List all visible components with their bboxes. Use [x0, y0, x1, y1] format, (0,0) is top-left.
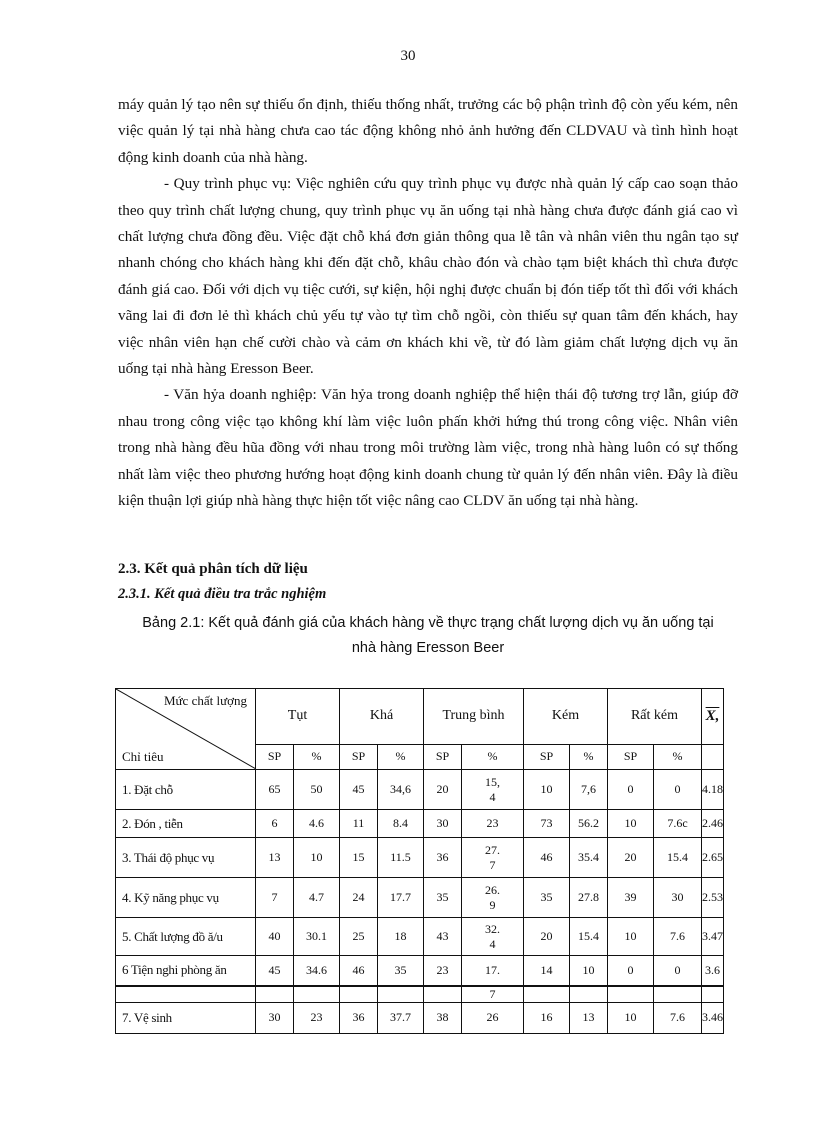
table-cell: 30 [256, 1002, 294, 1033]
row-label: 4. Kỹ năng phục vụ [116, 878, 256, 918]
section-heading: 2.3. Kết quả phân tích dữ liệu [118, 561, 308, 577]
table-cell [570, 986, 608, 1003]
cell-part: 15, [485, 774, 500, 789]
table-cell: 7.6 [654, 918, 702, 956]
sp-header: SP [340, 744, 378, 769]
sp-header: SP [256, 744, 294, 769]
table-cell: 0 [608, 956, 654, 986]
table-cell: 43 [424, 918, 462, 956]
cell-part: 4 [489, 936, 496, 951]
pct-header: % [294, 744, 340, 769]
table-cell: 35 [424, 878, 462, 918]
table-cell [378, 986, 424, 1003]
table-cell: 20 [608, 838, 654, 878]
table-row [116, 956, 724, 986]
table-row [116, 986, 724, 1003]
table-cell: 38 [424, 1002, 462, 1033]
table-cell: 16 [524, 1002, 570, 1033]
level-header: Khá [340, 689, 424, 745]
caption-line-1: Bảng 2.1: Kết quả đánh giá của khách hàng về thực trạng chất lượng dịch vụ ăn uống tại [142, 615, 714, 631]
row-label: 6 Tiện nghi phòng ăn [116, 956, 256, 986]
page-number: 30 [400, 48, 416, 64]
cell-part: 27. [485, 842, 500, 857]
mean-cell: 3.47 [702, 918, 724, 956]
table-cell: 20 [524, 918, 570, 956]
mean-cell: 2.53 [702, 878, 724, 918]
cell-part: 7 [489, 857, 496, 872]
level-header: Rất kém [608, 689, 702, 745]
table-cell: 4.7 [294, 878, 340, 918]
pct-header: % [570, 744, 608, 769]
table-cell [256, 986, 294, 1003]
table-cell: 15.4 [570, 918, 608, 956]
table-cell: 30 [424, 810, 462, 838]
mean-cell: 4.18 [702, 770, 724, 810]
row-label: 2. Đón , tiễn [116, 810, 256, 838]
table-cell: 14 [524, 956, 570, 986]
row-label: 1. Đặt chỗ [116, 770, 256, 810]
table-cell: 18 [378, 918, 424, 956]
pct-header: % [654, 744, 702, 769]
table-cell: 34.6 [294, 956, 340, 986]
corner-header-cell [116, 689, 256, 770]
table-cell: 73 [524, 810, 570, 838]
table-cell: 10 [524, 770, 570, 810]
mean-cell: 2.65 [702, 838, 724, 878]
table-cell: 13 [256, 838, 294, 878]
table-cell: 35.4 [570, 838, 608, 878]
table-cell: 34,6 [378, 770, 424, 810]
header-row-1 [116, 689, 724, 745]
level-header: Trung bình [424, 689, 524, 745]
table-cell: 23 [424, 956, 462, 986]
table-cell [462, 986, 524, 1003]
table-cell: 20 [424, 770, 462, 810]
mean-cell: 3.46 [702, 1002, 724, 1033]
table-row [116, 810, 724, 838]
table-cell: 11 [340, 810, 378, 838]
table-cell [340, 986, 378, 1003]
table-cell: 50 [294, 770, 340, 810]
level-header: Kém [524, 689, 608, 745]
row-label: 5. Chất lượng đồ ă/u [116, 918, 256, 956]
table-cell [462, 918, 524, 956]
corner-top-label: Mức chất lượng [163, 693, 247, 708]
sp-header: SP [608, 744, 654, 769]
cell-part: 26. [485, 882, 500, 897]
table-cell: 10 [608, 918, 654, 956]
pct-header: % [462, 744, 524, 769]
table-cell [462, 878, 524, 918]
paragraph-2: - Quy trình phục vụ: Việc nghiên cứu quy trình phục vụ được nhà quản lý cấp cao soạn thảo theo quy trình chất lượng chung, quy trình phục vụ ăn uống tại nhà hàng chưa được đánh giá cao vì chất lượng chưa đồng đều. Việc đặt chỗ khá đơn giản thông qua lễ tân và nhân viên thu ngân tạo sự nhanh chóng cho khách hàng khi đến đặt chỗ, khâu chào đón và chào tạm biệt khách thì chưa được đánh giá cao. Đối với dịch vụ tiệc cưới, sự kiện, hội nghị được chuẩn bị đón tiếp tốt thì đối với khách vãng lai đi đơn lẻ thì khách chủ yếu tự vào tự tìm chỗ ngồi, còn thiếu sự quan tâm đến khách, hay việc nhân viên hạn chế cười chào và cảm ơn khách khi về, từ đó làm giảm chất lượng dịch vụ ăn uống tại nhà hàng Eresson Beer. [118, 175, 738, 378]
sp-header: SP [424, 744, 462, 769]
table-row [116, 878, 724, 918]
mean-subheader [702, 744, 724, 769]
table-cell: 30.1 [294, 918, 340, 956]
table-caption [118, 611, 738, 661]
row-label: 7. Vệ sinh [116, 1002, 256, 1033]
table-cell: 23 [294, 1002, 340, 1033]
paragraph-1: máy quản lý tạo nên sự thiếu ổn định, thiếu thống nhất, trưởng các bộ phận trình độ còn yếu kém, nên việc quản lý tại nhà hàng chưa cao tác động không nhỏ ảnh hưởng đến CLDVAU và tình hình hoạt động kinh doanh của nhà hàng. [118, 96, 738, 166]
table-cell: 37.7 [378, 1002, 424, 1033]
table-cell: 15.4 [654, 838, 702, 878]
table-cell [424, 986, 462, 1003]
table-cell: 0 [654, 956, 702, 986]
table-cell: 36 [340, 1002, 378, 1033]
table-cell [462, 770, 524, 810]
table-row [116, 918, 724, 956]
subsection-heading: 2.3.1. Kết quả điều tra trắc nghiệm [118, 586, 327, 602]
table-cell [462, 810, 524, 838]
cell-part: 17. [485, 962, 500, 977]
cell-part: 32. [485, 921, 500, 936]
table-row [116, 838, 724, 878]
table-cell: 0 [654, 770, 702, 810]
mean-cell: 2.46 [702, 810, 724, 838]
table-cell: 8.4 [378, 810, 424, 838]
table-cell: 10 [608, 810, 654, 838]
sp-header: SP [524, 744, 570, 769]
table-cell: 30 [654, 878, 702, 918]
cell-part: 7 [489, 986, 496, 1001]
table-cell: 45 [340, 770, 378, 810]
table-cell [654, 986, 702, 1003]
cell-part: 4 [489, 789, 496, 804]
table-cell: 15 [340, 838, 378, 878]
pct-header: % [378, 744, 424, 769]
table-cell: 25 [340, 918, 378, 956]
table-cell [608, 986, 654, 1003]
cell-part: 23 [486, 816, 499, 830]
row-label: 3. Thái độ phục vụ [116, 838, 256, 878]
row-label [116, 986, 256, 1003]
table-cell: 10 [294, 838, 340, 878]
table-cell: 4.6 [294, 810, 340, 838]
table-cell: 35 [524, 878, 570, 918]
table-cell: 39 [608, 878, 654, 918]
table-body [116, 770, 724, 1034]
mean-cell [702, 986, 724, 1003]
table-cell: 10 [608, 1002, 654, 1033]
table-cell: 11.5 [378, 838, 424, 878]
table-cell: 17.7 [378, 878, 424, 918]
level-header: Tụt [256, 689, 340, 745]
table-cell: 13 [570, 1002, 608, 1033]
table-cell [524, 986, 570, 1003]
table-cell: 65 [256, 770, 294, 810]
caption-line-2: nhà hàng Eresson Beer [351, 640, 505, 656]
mean-header: X, [702, 689, 724, 745]
table-cell: 40 [256, 918, 294, 956]
table-cell: 45 [256, 956, 294, 986]
table-cell: 46 [524, 838, 570, 878]
table-cell: 27.8 [570, 878, 608, 918]
table-cell: 0 [608, 770, 654, 810]
table-cell: 35 [378, 956, 424, 986]
table-row [116, 770, 724, 810]
table-cell: 10 [570, 956, 608, 986]
mean-cell: 3.6 [702, 956, 724, 986]
table-cell [462, 1002, 524, 1033]
table-row [116, 1002, 724, 1033]
cell-part: 26 [486, 1010, 499, 1024]
body-text [118, 92, 738, 515]
table-cell [462, 838, 524, 878]
paragraph-3: - Văn hỷa doanh nghiệp: Văn hỷa trong doanh nghiệp thể hiện thái độ tương trợ lẫn, giúp đỡ nhau trong công việc tạo không khí làm việc luôn phấn khởi hứng thú trong công việc. Nhân viên trong nhà hàng đều hũa đồng với nhau trong môi trường làm việc, trong nhà hàng luôn có sự thống nhất làm việc theo phương hướng hoạt động kinh doanh chung từ quản lý đến nhân viên. Đây là điều kiện thuận lợi giúp nhà hàng thực hiện tốt việc nâng cao CLDV ăn uống tại nhà hàng. [118, 386, 738, 510]
table-cell: 24 [340, 878, 378, 918]
table-cell: 7 [256, 878, 294, 918]
table-cell [462, 956, 524, 986]
table-cell: 6 [256, 810, 294, 838]
table-cell: 7.6c [654, 810, 702, 838]
table-cell: 36 [424, 838, 462, 878]
table-cell: 7.6 [654, 1002, 702, 1033]
cell-part: 9 [489, 897, 496, 912]
results-table [115, 688, 724, 1034]
table-cell: 46 [340, 956, 378, 986]
corner-bottom-label: Chỉ tiêu [122, 749, 164, 764]
table-cell: 7,6 [570, 770, 608, 810]
table-cell [294, 986, 340, 1003]
table-cell: 56.2 [570, 810, 608, 838]
